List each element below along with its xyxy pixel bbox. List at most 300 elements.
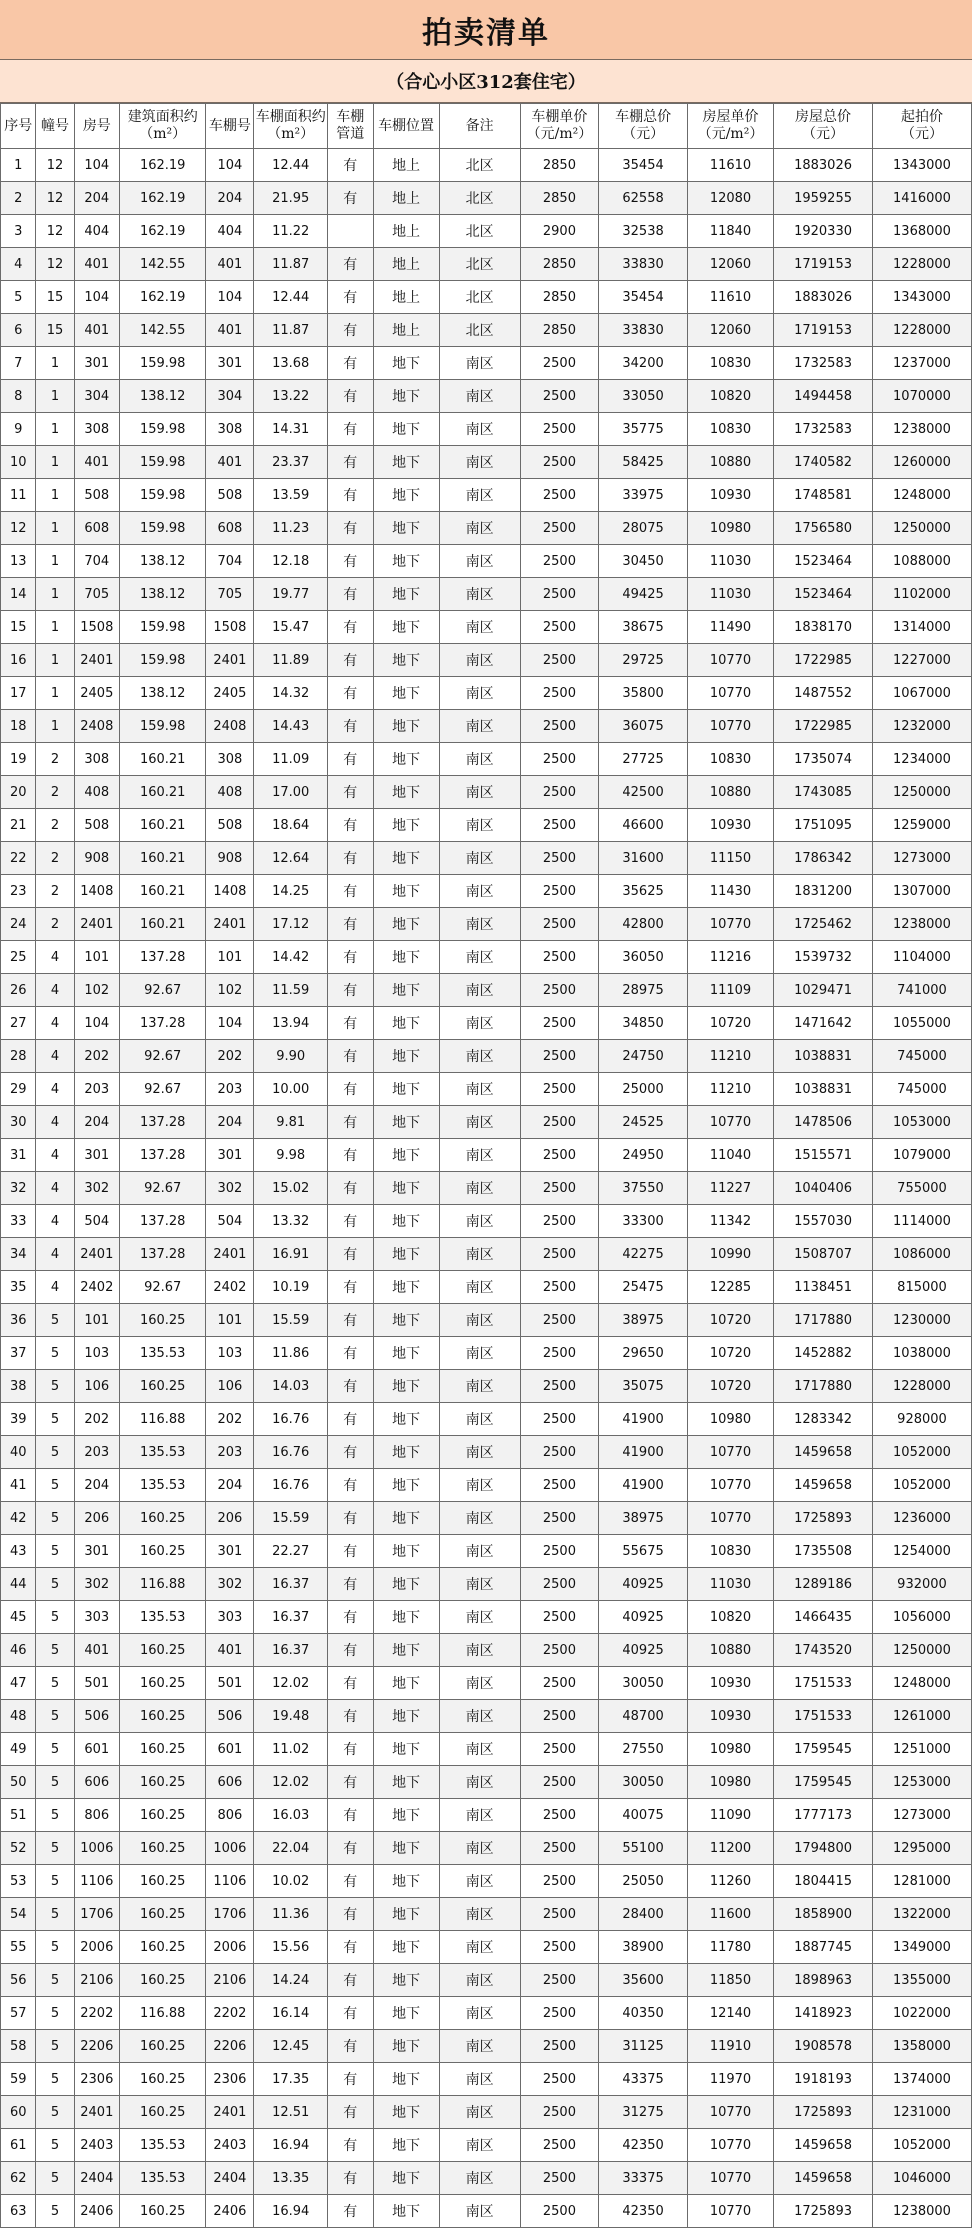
table-cell: 有 <box>327 545 373 578</box>
table-cell: 103 <box>206 1337 254 1370</box>
table-cell: 33 <box>1 1205 36 1238</box>
column-header-label: 起拍价 <box>900 109 943 125</box>
table-cell: 25 <box>1 941 36 974</box>
table-cell: 92.67 <box>120 1040 206 1073</box>
table-cell: 40925 <box>599 1634 688 1667</box>
table-cell: 1227000 <box>872 644 971 677</box>
table-cell: 35075 <box>599 1370 688 1403</box>
table-cell: 11.09 <box>254 743 328 776</box>
table-cell: 10980 <box>687 1766 773 1799</box>
table-cell: 104 <box>206 1007 254 1040</box>
table-cell: 30450 <box>599 545 688 578</box>
table-cell: 40 <box>1 1436 36 1469</box>
table-cell: 741000 <box>872 974 971 1007</box>
table-cell: 有 <box>327 512 373 545</box>
table-cell: 28975 <box>599 974 688 1007</box>
table-cell: 南区 <box>439 776 520 809</box>
table-cell: 20 <box>1 776 36 809</box>
table-cell: 41900 <box>599 1436 688 1469</box>
table-cell: 有 <box>327 1700 373 1733</box>
table-cell: 5 <box>36 2162 74 2195</box>
table-cell: 有 <box>327 644 373 677</box>
table-cell: 南区 <box>439 1997 520 2030</box>
table-cell <box>327 215 373 248</box>
table-cell: 16.91 <box>254 1238 328 1271</box>
table-cell: 11.86 <box>254 1337 328 1370</box>
table-cell: 160.25 <box>120 1667 206 1700</box>
table-row <box>1 2162 972 2195</box>
table-cell: 1920330 <box>774 215 873 248</box>
table-cell: 有 <box>327 1436 373 1469</box>
table-cell: 745000 <box>872 1073 971 1106</box>
table-cell: 有 <box>327 1865 373 1898</box>
table-cell: 28075 <box>599 512 688 545</box>
table-cell: 2406 <box>206 2195 254 2228</box>
table-row <box>1 743 972 776</box>
table-cell: 10770 <box>687 2096 773 2129</box>
table-cell: 104 <box>206 149 254 182</box>
table-cell: 南区 <box>439 1898 520 1931</box>
table-cell: 24750 <box>599 1040 688 1073</box>
table-cell: 有 <box>327 2030 373 2063</box>
table-cell: 2500 <box>520 1865 599 1898</box>
table-cell: 地下 <box>373 2096 439 2129</box>
table-cell: 1230000 <box>872 1304 971 1337</box>
table-cell: 25050 <box>599 1865 688 1898</box>
table-row <box>1 2195 972 2228</box>
table-cell: 59 <box>1 2063 36 2096</box>
table-cell: 1053000 <box>872 1106 971 1139</box>
table-cell: 137.28 <box>120 1106 206 1139</box>
table-cell: 160.25 <box>120 1304 206 1337</box>
table-cell: 11.22 <box>254 215 328 248</box>
table-cell: 南区 <box>439 1601 520 1634</box>
table-cell: 地下 <box>373 1469 439 1502</box>
table-cell: 5 <box>36 1700 74 1733</box>
table-cell: 160.21 <box>120 776 206 809</box>
page-subtitle: （合心小区312套住宅） <box>0 60 972 103</box>
table-cell: 19.48 <box>254 1700 328 1733</box>
table-cell: 303 <box>206 1601 254 1634</box>
table-cell: 1250000 <box>872 512 971 545</box>
table-cell: 1725462 <box>774 908 873 941</box>
table-cell: 2500 <box>520 1040 599 1073</box>
table-cell: 地下 <box>373 2030 439 2063</box>
table-cell: 1 <box>36 413 74 446</box>
table-cell: 有 <box>327 1997 373 2030</box>
table-cell: 11260 <box>687 1865 773 1898</box>
table-cell: 有 <box>327 1634 373 1667</box>
table-cell: 92.67 <box>120 1073 206 1106</box>
table-cell: 2500 <box>520 908 599 941</box>
table-cell: 32538 <box>599 215 688 248</box>
table-cell: 162.19 <box>120 182 206 215</box>
table-cell: 2500 <box>520 1172 599 1205</box>
column-header-label: 车棚号 <box>208 117 251 134</box>
table-cell: 南区 <box>439 1139 520 1172</box>
table-cell: 地下 <box>373 1799 439 1832</box>
table-row <box>1 2096 972 2129</box>
table-cell: 有 <box>327 1139 373 1172</box>
table-cell: 303 <box>74 1601 120 1634</box>
table-cell: 16.14 <box>254 1997 328 2030</box>
table-cell: 5 <box>36 1304 74 1337</box>
table-cell: 南区 <box>439 941 520 974</box>
table-cell: 2406 <box>74 2195 120 2228</box>
table-cell: 14.24 <box>254 1964 328 1997</box>
table-cell: 16.76 <box>254 1469 328 1502</box>
table-cell: 10 <box>1 446 36 479</box>
table-cell: 1725893 <box>774 1502 873 1535</box>
table-cell: 4 <box>36 941 74 974</box>
table-cell: 1102000 <box>872 578 971 611</box>
table-cell: 104 <box>74 1007 120 1040</box>
table-cell: 南区 <box>439 1568 520 1601</box>
table-cell: 705 <box>206 578 254 611</box>
table-cell: 1052000 <box>872 2129 971 2162</box>
table-cell: 1459658 <box>774 2129 873 2162</box>
table-body <box>1 149 972 2228</box>
table-cell: 301 <box>74 1535 120 1568</box>
table-cell: 2500 <box>520 446 599 479</box>
table-cell: 2306 <box>206 2063 254 2096</box>
table-cell: 地上 <box>373 248 439 281</box>
table-cell: 56 <box>1 1964 36 1997</box>
table-cell: 404 <box>206 215 254 248</box>
table-cell: 北区 <box>439 248 520 281</box>
table-cell: 206 <box>74 1502 120 1535</box>
table-cell: 401 <box>74 1634 120 1667</box>
table-cell: 38900 <box>599 1931 688 1964</box>
table-cell: 22.04 <box>254 1832 328 1865</box>
table-cell: 2 <box>36 776 74 809</box>
table-cell: 有 <box>327 149 373 182</box>
table-cell: 11210 <box>687 1073 773 1106</box>
table-header <box>1 104 972 149</box>
table-row <box>1 2063 972 2096</box>
table-cell: 29 <box>1 1073 36 1106</box>
table-cell: 有 <box>327 809 373 842</box>
table-cell: 1717880 <box>774 1304 873 1337</box>
table-cell: 11910 <box>687 2030 773 2063</box>
table-cell: 1 <box>36 545 74 578</box>
table-cell: 地下 <box>373 1238 439 1271</box>
table-cell: 137.28 <box>120 1238 206 1271</box>
table-cell: 15 <box>36 281 74 314</box>
table-row <box>1 413 972 446</box>
table-cell: 40075 <box>599 1799 688 1832</box>
page-title: 拍卖清单 <box>0 0 972 60</box>
table-cell: 2500 <box>520 2096 599 2129</box>
column-header <box>36 104 74 149</box>
table-cell: 159.98 <box>120 710 206 743</box>
table-cell: 1250000 <box>872 776 971 809</box>
table-cell: 2500 <box>520 644 599 677</box>
table-cell: 10930 <box>687 1667 773 1700</box>
table-cell: 南区 <box>439 347 520 380</box>
table-cell: 南区 <box>439 578 520 611</box>
table-cell: 南区 <box>439 842 520 875</box>
table-cell: 301 <box>206 1139 254 1172</box>
table-cell: 地下 <box>373 1370 439 1403</box>
table-row <box>1 1238 972 1271</box>
table-cell: 24950 <box>599 1139 688 1172</box>
table-cell: 5 <box>36 2195 74 2228</box>
table-cell: 40925 <box>599 1568 688 1601</box>
table-row <box>1 1502 972 1535</box>
table-row <box>1 1337 972 1370</box>
table-cell: 有 <box>327 446 373 479</box>
table-cell: 160.21 <box>120 743 206 776</box>
table-cell: 62558 <box>599 182 688 215</box>
table-cell: 有 <box>327 2063 373 2096</box>
table-row <box>1 1139 972 1172</box>
table-cell: 106 <box>206 1370 254 1403</box>
table-cell: 2405 <box>206 677 254 710</box>
table-cell: 北区 <box>439 314 520 347</box>
table-cell: 地下 <box>373 1403 439 1436</box>
table-cell: 1343000 <box>872 281 971 314</box>
table-cell: 2106 <box>74 1964 120 1997</box>
table-cell: 2500 <box>520 413 599 446</box>
table-cell: 11430 <box>687 875 773 908</box>
table-cell: 1883026 <box>774 281 873 314</box>
table-cell: 北区 <box>439 182 520 215</box>
table-cell: 1038831 <box>774 1073 873 1106</box>
table-cell: 有 <box>327 1403 373 1436</box>
table-cell: 1777173 <box>774 1799 873 1832</box>
table-cell: 11200 <box>687 1832 773 1865</box>
table-cell: 南区 <box>439 1700 520 1733</box>
table-cell: 有 <box>327 1799 373 1832</box>
table-cell: 40925 <box>599 1601 688 1634</box>
table-cell: 5 <box>36 1568 74 1601</box>
table-cell: 46600 <box>599 809 688 842</box>
table-cell: 南区 <box>439 1634 520 1667</box>
table-cell: 38975 <box>599 1502 688 1535</box>
column-header-unit: （元） <box>802 126 845 142</box>
table-cell: 202 <box>74 1040 120 1073</box>
table-cell: 1719153 <box>774 248 873 281</box>
table-cell: 2206 <box>74 2030 120 2063</box>
table-cell: 1 <box>36 644 74 677</box>
table-cell: 2402 <box>206 1271 254 1304</box>
table-cell: 1056000 <box>872 1601 971 1634</box>
table-cell: 1259000 <box>872 809 971 842</box>
table-cell: 14.42 <box>254 941 328 974</box>
table-cell: 1251000 <box>872 1733 971 1766</box>
table-cell: 南区 <box>439 1172 520 1205</box>
table-cell: 1759545 <box>774 1733 873 1766</box>
column-header <box>120 104 206 149</box>
table-cell: 1898963 <box>774 1964 873 1997</box>
table-row <box>1 1733 972 1766</box>
table-cell: 11 <box>1 479 36 512</box>
table-cell: 南区 <box>439 743 520 776</box>
table-cell: 23.37 <box>254 446 328 479</box>
table-cell: 29650 <box>599 1337 688 1370</box>
table-cell: 1471642 <box>774 1007 873 1040</box>
table-row <box>1 380 972 413</box>
table-cell: 302 <box>74 1172 120 1205</box>
table-cell: 10720 <box>687 1304 773 1337</box>
table-cell: 地下 <box>373 380 439 413</box>
table-cell: 10720 <box>687 1337 773 1370</box>
table-cell: 1722985 <box>774 644 873 677</box>
table-cell: 10720 <box>687 1007 773 1040</box>
table-cell: 有 <box>327 1271 373 1304</box>
table-cell: 10880 <box>687 1634 773 1667</box>
table-cell: 有 <box>327 578 373 611</box>
column-header-unit: （元） <box>622 126 665 142</box>
table-cell: 137.28 <box>120 1205 206 1238</box>
table-cell: 135.53 <box>120 1469 206 1502</box>
table-cell: 1231000 <box>872 2096 971 2129</box>
table-cell: 1735074 <box>774 743 873 776</box>
table-cell: 2500 <box>520 1832 599 1865</box>
table-cell: 12 <box>1 512 36 545</box>
table-cell: 南区 <box>439 2129 520 2162</box>
table-cell: 37 <box>1 1337 36 1370</box>
table-cell: 1079000 <box>872 1139 971 1172</box>
table-cell: 南区 <box>439 512 520 545</box>
column-header <box>1 104 36 149</box>
table-cell: 有 <box>327 2096 373 2129</box>
table-cell: 304 <box>206 380 254 413</box>
table-cell: 16.94 <box>254 2129 328 2162</box>
table-cell: 15 <box>1 611 36 644</box>
table-cell: 2500 <box>520 1073 599 1106</box>
table-cell: 2500 <box>520 347 599 380</box>
table-cell: 地下 <box>373 1502 439 1535</box>
table-cell: 10880 <box>687 776 773 809</box>
column-header-label: 车棚单价 <box>531 109 588 125</box>
table-cell: 33975 <box>599 479 688 512</box>
table-cell: 1 <box>36 710 74 743</box>
table-cell: 2850 <box>520 281 599 314</box>
table-cell: 2500 <box>520 1733 599 1766</box>
table-cell: 36075 <box>599 710 688 743</box>
table-cell: 1743085 <box>774 776 873 809</box>
table-cell: 有 <box>327 1040 373 1073</box>
table-cell: 204 <box>206 1469 254 1502</box>
table-cell: 1 <box>36 611 74 644</box>
table-row <box>1 1403 972 1436</box>
table-cell: 14.32 <box>254 677 328 710</box>
table-cell: 4 <box>36 1007 74 1040</box>
table-cell: 有 <box>327 413 373 446</box>
table-cell: 有 <box>327 1337 373 1370</box>
table-cell: 39 <box>1 1403 36 1436</box>
table-cell: 5 <box>36 1601 74 1634</box>
table-row <box>1 1370 972 1403</box>
table-cell: 1759545 <box>774 1766 873 1799</box>
table-cell: 160.21 <box>120 842 206 875</box>
table-cell: 42500 <box>599 776 688 809</box>
table-cell: 2500 <box>520 1568 599 1601</box>
table-cell: 17.12 <box>254 908 328 941</box>
table-cell: 1478506 <box>774 1106 873 1139</box>
table-cell: 2850 <box>520 248 599 281</box>
table-cell: 24 <box>1 908 36 941</box>
table-cell: 1250000 <box>872 1634 971 1667</box>
table-cell: 1887745 <box>774 1931 873 1964</box>
table-cell: 2402 <box>74 1271 120 1304</box>
table-cell: 2500 <box>520 1964 599 1997</box>
table-cell: 地下 <box>373 1766 439 1799</box>
table-cell: 11090 <box>687 1799 773 1832</box>
table-cell: 16.76 <box>254 1436 328 1469</box>
table-cell: 1706 <box>74 1898 120 1931</box>
table-cell: 8 <box>1 380 36 413</box>
table-cell: 42800 <box>599 908 688 941</box>
table-cell: 有 <box>327 479 373 512</box>
table-cell: 2500 <box>520 611 599 644</box>
table-cell: 地上 <box>373 149 439 182</box>
table-row <box>1 1535 972 1568</box>
table-cell: 有 <box>327 908 373 941</box>
table-cell: 1 <box>36 446 74 479</box>
table-cell: 1416000 <box>872 182 971 215</box>
table-cell: 36 <box>1 1304 36 1337</box>
table-cell: 815000 <box>872 1271 971 1304</box>
table-cell: 160.25 <box>120 1634 206 1667</box>
table-cell: 2500 <box>520 842 599 875</box>
table-row <box>1 149 972 182</box>
column-header <box>687 104 773 149</box>
table-cell: 160.25 <box>120 1370 206 1403</box>
column-header-label: 车棚 <box>336 109 365 125</box>
table-cell: 408 <box>206 776 254 809</box>
table-cell: 南区 <box>439 2162 520 2195</box>
table-cell: 南区 <box>439 2096 520 2129</box>
table-cell: 608 <box>74 512 120 545</box>
table-row <box>1 2129 972 2162</box>
table-cell: 有 <box>327 776 373 809</box>
table-cell: 1466435 <box>774 1601 873 1634</box>
table-cell: 地下 <box>373 1634 439 1667</box>
table-cell: 1238000 <box>872 2195 971 2228</box>
table-cell: 18 <box>1 710 36 743</box>
table-cell: 1273000 <box>872 842 971 875</box>
table-cell: 1349000 <box>872 1931 971 1964</box>
table-cell: 2404 <box>206 2162 254 2195</box>
column-header <box>327 104 373 149</box>
table-cell: 31 <box>1 1139 36 1172</box>
column-header <box>774 104 873 149</box>
table-cell: 1232000 <box>872 710 971 743</box>
table-cell: 6 <box>1 314 36 347</box>
table-cell: 52 <box>1 1832 36 1865</box>
table-cell: 16.37 <box>254 1634 328 1667</box>
table-cell: 4 <box>36 1073 74 1106</box>
table-cell: 2500 <box>520 1370 599 1403</box>
table-cell: 1260000 <box>872 446 971 479</box>
table-cell: 304 <box>74 380 120 413</box>
table-row <box>1 2030 972 2063</box>
table-cell: 302 <box>206 1568 254 1601</box>
table-cell: 1374000 <box>872 2063 971 2096</box>
table-cell: 2500 <box>520 677 599 710</box>
table-cell: 11227 <box>687 1172 773 1205</box>
table-cell: 204 <box>206 182 254 215</box>
table-cell: 1 <box>36 479 74 512</box>
table-cell: 10930 <box>687 1700 773 1733</box>
table-cell: 地下 <box>373 1040 439 1073</box>
table-cell: 11030 <box>687 578 773 611</box>
table-cell: 14 <box>1 578 36 611</box>
table-cell: 5 <box>36 1502 74 1535</box>
